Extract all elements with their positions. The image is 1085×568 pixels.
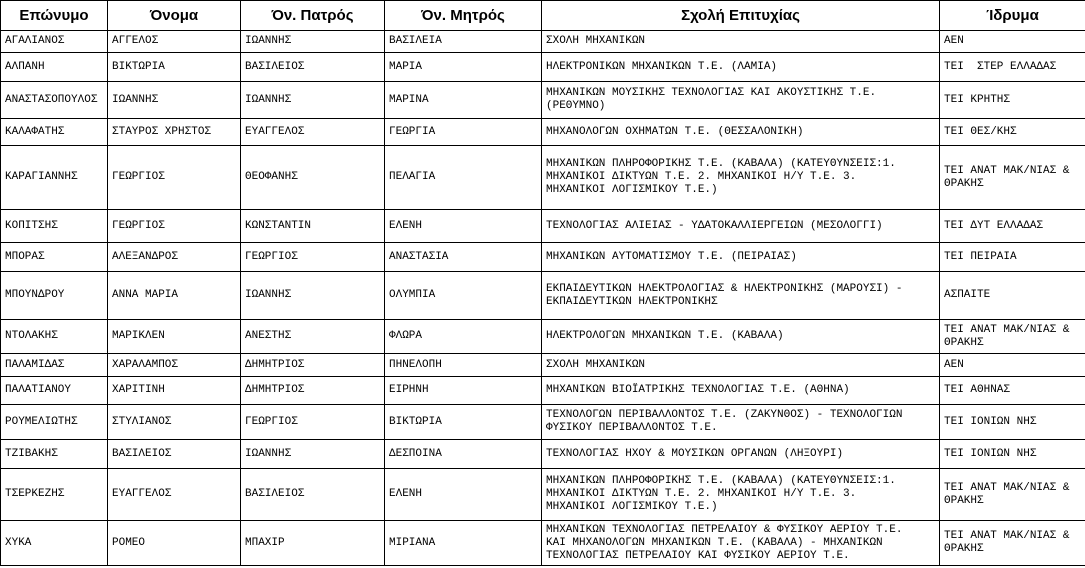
col-header-school: Σχολή Επιτυχίας — [542, 1, 940, 31]
cell-school: ΜΗΧΑΝΙΚΩΝ ΒΙΟΪΑΤΡΙΚΗΣ ΤΕΧΝΟΛΟΓΙΑΣ Τ.Ε. (ΑΘΗΝΑ) — [542, 377, 940, 405]
table-header — [1, 1, 1085, 31]
cell-name: ΓΕΩΡΓΙΟΣ — [108, 210, 241, 243]
cell-surname: ΜΠΟΡΑΣ — [1, 243, 108, 272]
cell-mother-name: ΜΑΡΙΑ — [385, 53, 542, 82]
cell-name: ΙΩΑΝΝΗΣ — [108, 82, 241, 119]
cell-school: ΜΗΧΑΝΙΚΩΝ ΠΛΗΡΟΦΟΡΙΚΗΣ Τ.Ε. (ΚΑΒΑΛΑ) (ΚΑΤΕΥΘΥΝΣΕΙΣ:1. ΜΗΧΑΝΙΚΟΙ ΔΙΚΤΥΩΝ Τ.Ε. 2. ΜΗΧΑΝΙΚΟΙ Η/Υ Τ.Ε. 3. ΜΗΧΑΝΙΚΟΙ ΛΟΓΙΣΜΙΚΟΥ Τ.Ε.) — [542, 146, 940, 210]
cell-institution: ΤΕΙ ΘΕΣ/ΚΗΣ — [940, 119, 1085, 146]
cell-name: ΣΤΥΛΙΑΝΟΣ — [108, 405, 241, 440]
cell-father-name: ΙΩΑΝΝΗΣ — [241, 82, 385, 119]
cell-school: ΤΕΧΝΟΛΟΓΙΑΣ ΑΛΙΕΙΑΣ - ΥΔΑΤΟΚΑΛΛΙΕΡΓΕΙΩΝ (ΜΕΣΟΛΟΓΓΙ) — [542, 210, 940, 243]
cell-surname: ΚΑΛΑΦΑΤΗΣ — [1, 119, 108, 146]
col-header-surname: Επώνυμο — [1, 1, 108, 31]
table-body — [1, 31, 1085, 566]
cell-father-name: ΑΝΕΣΤΗΣ — [241, 320, 385, 354]
cell-name: ΡΟΜΕΟ — [108, 521, 241, 566]
cell-school: ΤΕΧΝΟΛΟΓΙΑΣ ΗΧΟΥ & ΜΟΥΣΙΚΩΝ ΟΡΓΑΝΩΝ (ΛΗΞΟΥΡΙ) — [542, 440, 940, 469]
table-row — [1, 82, 1085, 119]
cell-surname: ΡΟΥΜΕΛΙΩΤΗΣ — [1, 405, 108, 440]
cell-mother-name: ΔΕΣΠΟΙΝΑ — [385, 440, 542, 469]
table-row — [1, 440, 1085, 469]
cell-surname: ΑΝΑΣΤΑΣΟΠΟΥΛΟΣ — [1, 82, 108, 119]
cell-mother-name: ΓΕΩΡΓΙΑ — [385, 119, 542, 146]
cell-institution: ΤΕΙ ΑΝΑΤ ΜΑΚ/ΝΙΑΣ & ΘΡΑΚΗΣ — [940, 146, 1085, 210]
cell-institution: ΤΕΙ ΠΕΙΡΑΙΑ — [940, 243, 1085, 272]
cell-school: ΜΗΧΑΝΙΚΩΝ ΜΟΥΣΙΚΗΣ ΤΕΧΝΟΛΟΓΙΑΣ ΚΑΙ ΑΚΟΥΣΤΙΚΗΣ Τ.Ε. (ΡΕΘΥΜΝΟ) — [542, 82, 940, 119]
cell-surname: ΤΣΕΡΚΕΖΗΣ — [1, 469, 108, 521]
cell-school: ΜΗΧΑΝΙΚΩΝ ΑΥΤΟΜΑΤΙΣΜΟΥ Τ.Ε. (ΠΕΙΡΑΙΑΣ) — [542, 243, 940, 272]
cell-school: ΜΗΧΑΝΙΚΩΝ ΠΛΗΡΟΦΟΡΙΚΗΣ Τ.Ε. (ΚΑΒΑΛΑ) (ΚΑΤΕΥΘΥΝΣΕΙΣ:1. ΜΗΧΑΝΙΚΟΙ ΔΙΚΤΥΩΝ Τ.Ε. 2. ΜΗΧΑΝΙΚΟΙ Η/Υ Τ.Ε. 3. ΜΗΧΑΝΙΚΟΙ ΛΟΓΙΣΜΙΚΟΥ Τ.Ε.) — [542, 469, 940, 521]
cell-surname: ΑΛΠΑΝΗ — [1, 53, 108, 82]
cell-mother-name: ΠΗΝΕΛΟΠΗ — [385, 354, 542, 377]
col-header-father-name: Όν. Πατρός — [241, 1, 385, 31]
cell-father-name: ΜΠΑΧΙΡ — [241, 521, 385, 566]
table-row — [1, 354, 1085, 377]
table-row — [1, 243, 1085, 272]
cell-institution: ΑΕΝ — [940, 31, 1085, 53]
cell-name: ΧΑΡΑΛΑΜΠΟΣ — [108, 354, 241, 377]
cell-surname: ΝΤΟΛΑΚΗΣ — [1, 320, 108, 354]
header-row — [1, 1, 1085, 31]
cell-father-name: ΕΥΑΓΓΕΛΟΣ — [241, 119, 385, 146]
table-row — [1, 53, 1085, 82]
cell-name: ΣΤΑΥΡΟΣ ΧΡΗΣΤΟΣ — [108, 119, 241, 146]
col-header-name: Όνομα — [108, 1, 241, 31]
table-row — [1, 210, 1085, 243]
cell-mother-name: ΜΑΡΙΝΑ — [385, 82, 542, 119]
cell-surname: ΧΥΚΑ — [1, 521, 108, 566]
cell-father-name: ΚΩΝΣΤΑΝΤΙΝ — [241, 210, 385, 243]
cell-institution: ΤΕΙ ΙΟΝΙΩΝ ΝΗΣ — [940, 405, 1085, 440]
col-header-institution: Ίδρυμα — [940, 1, 1085, 31]
cell-school: ΕΚΠΑΙΔΕΥΤΙΚΩΝ ΗΛΕΚΤΡΟΛΟΓΙΑΣ & ΗΛΕΚΤΡΟΝΙΚΗΣ (ΜΑΡΟΥΣΙ) - ΕΚΠΑΙΔΕΥΤΙΚΩΝ ΗΛΕΚΤΡΟΝΙΚΗΣ — [542, 272, 940, 320]
cell-name: ΧΑΡΙΤΙΝΗ — [108, 377, 241, 405]
table-row — [1, 320, 1085, 354]
cell-father-name: ΒΑΣΙΛΕΙΟΣ — [241, 53, 385, 82]
cell-school: ΗΛΕΚΤΡΟΛΟΓΩΝ ΜΗΧΑΝΙΚΩΝ Τ.Ε. (ΚΑΒΑΛΑ) — [542, 320, 940, 354]
cell-institution: ΤΕΙ ΣΤΕΡ ΕΛΛΑΔΑΣ — [940, 53, 1085, 82]
cell-surname: ΚΑΡΑΓΙΑΝΝΗΣ — [1, 146, 108, 210]
table-row — [1, 377, 1085, 405]
cell-father-name: ΓΕΩΡΓΙΟΣ — [241, 243, 385, 272]
cell-name: ΑΝΝΑ ΜΑΡΙΑ — [108, 272, 241, 320]
cell-institution: ΑΕΝ — [940, 354, 1085, 377]
cell-school: ΜΗΧΑΝΙΚΩΝ ΤΕΧΝΟΛΟΓΙΑΣ ΠΕΤΡΕΛΑΙΟΥ & ΦΥΣΙΚΟΥ ΑΕΡΙΟΥ Τ.Ε. ΚΑΙ ΜΗΧΑΝΟΛΟΓΩΝ ΜΗΧΑΝΙΚΩΝ Τ.Ε. (ΚΑΒΑΛΑ) - ΜΗΧΑΝΙΚΩΝ ΤΕΧΝΟΛΟΓΙΑΣ ΠΕΤΡΕΛΑΙΟΥ ΚΑΙ ΦΥΣΙΚΟΥ ΑΕΡΙΟΥ Τ.Ε. — [542, 521, 940, 566]
cell-institution: ΤΕΙ ΙΟΝΙΩΝ ΝΗΣ — [940, 440, 1085, 469]
cell-name: ΑΓΓΕΛΟΣ — [108, 31, 241, 53]
cell-name: ΑΛΕΞΑΝΔΡΟΣ — [108, 243, 241, 272]
cell-mother-name: ΕΛΕΝΗ — [385, 210, 542, 243]
cell-mother-name: ΕΙΡΗΝΗ — [385, 377, 542, 405]
table-row — [1, 31, 1085, 53]
cell-institution: ΑΣΠΑΙΤΕ — [940, 272, 1085, 320]
table-row — [1, 146, 1085, 210]
cell-mother-name: ΦΛΩΡΑ — [385, 320, 542, 354]
cell-father-name: ΔΗΜΗΤΡΙΟΣ — [241, 377, 385, 405]
cell-father-name: ΓΕΩΡΓΙΟΣ — [241, 405, 385, 440]
cell-father-name: ΔΗΜΗΤΡΙΟΣ — [241, 354, 385, 377]
cell-institution: ΤΕΙ ΚΡΗΤΗΣ — [940, 82, 1085, 119]
table-row — [1, 272, 1085, 320]
cell-mother-name: ΕΛΕΝΗ — [385, 469, 542, 521]
cell-institution: ΤΕΙ ΑΝΑΤ ΜΑΚ/ΝΙΑΣ & ΘΡΑΚΗΣ — [940, 521, 1085, 566]
cell-school: ΣΧΟΛΗ ΜΗΧΑΝΙΚΩΝ — [542, 31, 940, 53]
cell-institution: ΤΕΙ ΑΝΑΤ ΜΑΚ/ΝΙΑΣ & ΘΡΑΚΗΣ — [940, 469, 1085, 521]
cell-father-name: ΒΑΣΙΛΕΙΟΣ — [241, 469, 385, 521]
cell-institution: ΤΕΙ ΑΘΗΝΑΣ — [940, 377, 1085, 405]
cell-father-name: ΙΩΑΝΝΗΣ — [241, 272, 385, 320]
cell-institution: ΤΕΙ ΑΝΑΤ ΜΑΚ/ΝΙΑΣ & ΘΡΑΚΗΣ — [940, 320, 1085, 354]
cell-name: ΕΥΑΓΓΕΛΟΣ — [108, 469, 241, 521]
cell-institution: ΤΕΙ ΔΥΤ ΕΛΛΑΔΑΣ — [940, 210, 1085, 243]
cell-name: ΓΕΩΡΓΙΟΣ — [108, 146, 241, 210]
cell-mother-name: ΜΙΡΙΑΝΑ — [385, 521, 542, 566]
cell-name: ΒΑΣΙΛΕΙΟΣ — [108, 440, 241, 469]
cell-surname: ΠΑΛΑΤΙΑΝΟΥ — [1, 377, 108, 405]
cell-school: ΜΗΧΑΝΟΛΟΓΩΝ ΟΧΗΜΑΤΩΝ Τ.Ε. (ΘΕΣΣΑΛΟΝΙΚΗ) — [542, 119, 940, 146]
cell-father-name: ΙΩΑΝΝΗΣ — [241, 440, 385, 469]
cell-surname: ΚΟΠΙΤΣΗΣ — [1, 210, 108, 243]
table-row — [1, 469, 1085, 521]
cell-mother-name: ΑΝΑΣΤΑΣΙΑ — [385, 243, 542, 272]
cell-mother-name: ΒΙΚΤΩΡΙΑ — [385, 405, 542, 440]
cell-mother-name: ΠΕΛΑΓΙΑ — [385, 146, 542, 210]
col-header-mother-name: Όν. Μητρός — [385, 1, 542, 31]
cell-name: ΒΙΚΤΩΡΙΑ — [108, 53, 241, 82]
cell-surname: ΑΓΑΛΙΑΝΟΣ — [1, 31, 108, 53]
table-row — [1, 119, 1085, 146]
cell-father-name: ΘΕΟΦΑΝΗΣ — [241, 146, 385, 210]
table-row — [1, 521, 1085, 566]
cell-school: ΣΧΟΛΗ ΜΗΧΑΝΙΚΩΝ — [542, 354, 940, 377]
cell-name: ΜΑΡΙΚΛΕΝ — [108, 320, 241, 354]
cell-surname: ΤΖΙΒΑΚΗΣ — [1, 440, 108, 469]
cell-surname: ΜΠΟΥΝΔΡΟΥ — [1, 272, 108, 320]
cell-mother-name: ΒΑΣΙΛΕΙΑ — [385, 31, 542, 53]
cell-surname: ΠΑΛΑΜΙΔΑΣ — [1, 354, 108, 377]
cell-father-name: ΙΩΑΝΝΗΣ — [241, 31, 385, 53]
cell-school: ΤΕΧΝΟΛΟΓΩΝ ΠΕΡΙΒΑΛΛΟΝΤΟΣ Τ.Ε. (ΖΑΚΥΝΘΟΣ) - ΤΕΧΝΟΛΟΓΙΩΝ ΦΥΣΙΚΟΥ ΠΕΡΙΒΑΛΛΟΝΤΟΣ Τ.Ε. — [542, 405, 940, 440]
cell-mother-name: ΟΛΥΜΠΙΑ — [385, 272, 542, 320]
table-row — [1, 405, 1085, 440]
cell-school: ΗΛΕΚΤΡΟΝΙΚΩΝ ΜΗΧΑΝΙΚΩΝ Τ.Ε. (ΛΑΜΙΑ) — [542, 53, 940, 82]
